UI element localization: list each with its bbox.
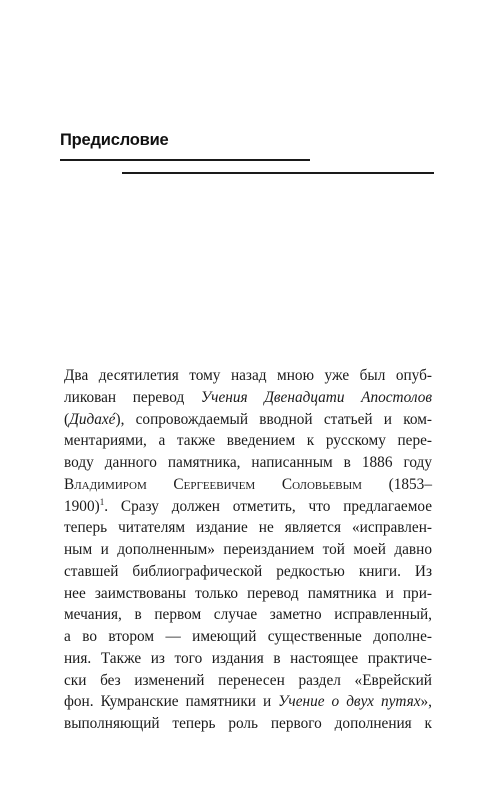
italic-text: Учение о двух путях	[278, 693, 421, 711]
italic-text: Учения Двенадцати Апостолов	[200, 388, 432, 406]
text-line: ным и дополненным» переизданием той моей давно	[64, 541, 432, 558]
heading-rule-upper	[60, 159, 310, 161]
text-line: ментариями, а также введением к русскому пере-	[64, 432, 432, 450]
text-line: воду данного памятника, написанным в 1886 году	[64, 454, 432, 471]
text-line: ски без изменений перенесен раздел «Еврейский	[64, 671, 432, 689]
text-line: ликован перевод Учения Двенадцати Апостолов	[64, 388, 432, 406]
text-line: а во втором — имеющий существенные дополне-	[64, 628, 432, 645]
body-text	[64, 365, 432, 735]
italic-text: Дидахé	[69, 410, 116, 428]
text-line: 1900)$^1$. Сразу должен отметить, что предлагаемое	[64, 496, 432, 515]
text-line: мечания, в первом случае заметно исправленный,	[64, 606, 432, 624]
text-line: Два десятилетия тому назад мною уже был опуб-	[64, 367, 432, 384]
text-line: ния. Также из того издания в настоящее практиче-	[64, 649, 432, 667]
text-line: теперь читателям издание не является «исправлен-	[64, 519, 432, 537]
footnote-marker[interactable]: 1	[99, 496, 105, 507]
small-caps-name: Владимиром Сергеевичем Соловьевым	[64, 475, 362, 493]
text-line: фон. Кумранские памятники и Учение о двух путях»,	[64, 693, 433, 711]
section-heading: Предисловие	[60, 131, 169, 149]
text-line: выполняющий теперь роль первого дополнения к	[64, 715, 432, 732]
text-line: нее заимствованы только перевод памятника и при-	[64, 584, 432, 602]
text-line: (Дидахé), сопровождаемый вводной статьей и ком-	[64, 410, 432, 428]
text-line: Владимиром Сергеевичем Соловьевым (1853–	[64, 475, 432, 493]
heading-rule-lower	[122, 172, 434, 174]
text-line: ставшей библиографической редкостью книги. Из	[64, 562, 432, 580]
